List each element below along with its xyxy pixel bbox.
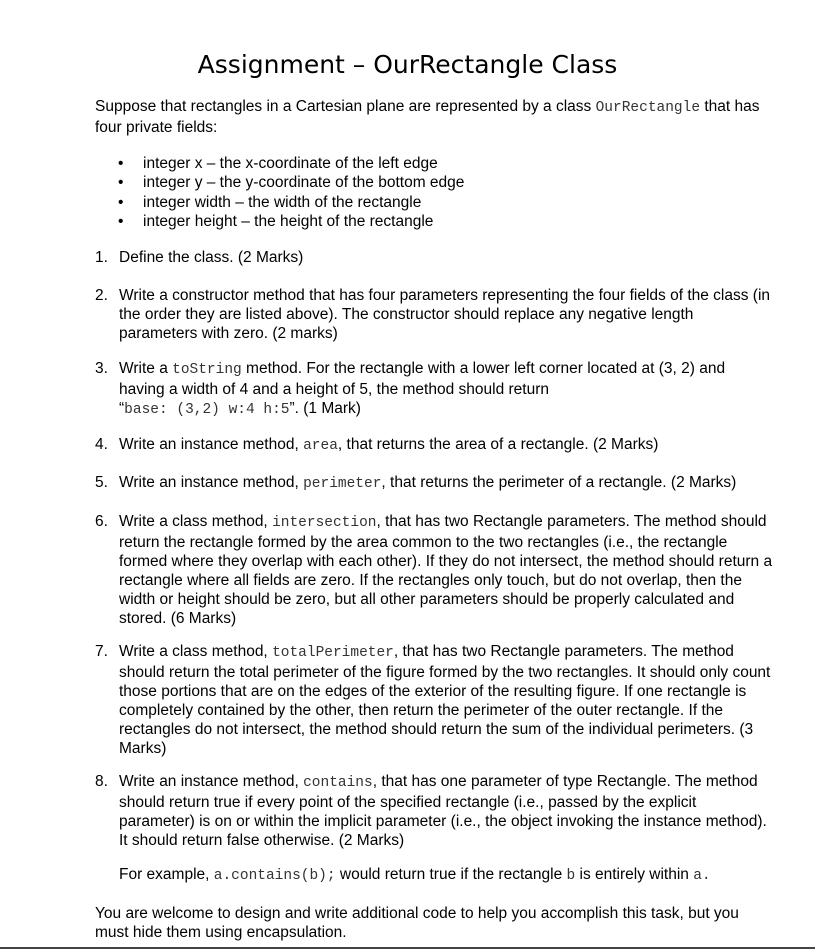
task-text [119,512,775,628]
task-item-7 [95,642,775,758]
example-paragraph [119,865,769,886]
task-text-part: Write an instance method, [119,436,304,453]
bullet-icon: • [118,212,124,230]
task-text: Write a constructor method that has four parameters representing the four fields of the class (in the order they are listed above). The constructor should replace any negative length parameters with zero. (2 marks) [119,287,771,342]
bullet-icon: • [118,155,124,172]
task-item-5 [95,473,775,494]
task-text [119,772,775,850]
task-number: 6. [95,513,108,530]
task-item-8 [95,772,775,850]
task-item-6 [95,512,775,628]
task-text-part: , that has two Rectangle parameters. The method should return the total perimeter of the figure formed by the two rectangles. It should only count those portions that are on the edges of the exterior of the resulting figure. If one rectangle is completely contained by the other, then return the perimeter of the outer rectangle. If the rectangles do not intersect, the method should return the sum of the individual perimeters. (3 Marks) [119,643,771,757]
method-name: toString [172,362,242,378]
task-number: 1. [95,249,108,266]
field-list [118,154,464,231]
task-text [119,359,775,420]
task-text: Define the class. (2 Marks) [119,249,304,266]
task-number: 8. [95,773,108,790]
field-text: integer width – the width of the rectangle [143,193,422,211]
task-number: 4. [95,436,108,453]
intro-text-pre: Suppose that rectangles in a Cartesian plane are represented by a class [95,98,596,115]
method-name: intersection [272,515,377,531]
method-name: contains [303,775,373,791]
task-text-part: Write an instance method, [119,773,304,790]
example-code: b [566,868,576,884]
task-item-1 [95,248,775,267]
field-item [118,212,464,231]
example-code: a.contains(b); [213,868,336,884]
example-text: would return true if the rectangle [335,866,567,883]
page-title: Assignment – OurRectangle Class [197,50,618,79]
task-number: 3. [95,360,108,377]
task-text-part: “ [119,400,125,417]
example-text: For example, [119,866,214,883]
example-text: is entirely within [575,866,694,883]
task-text-part: , that has two Rectangle parameters. The method should return the rectangle formed by the area common to the two rectangles (i.e., the rectangle formed where they overlap with each other). If they do not intersect, the method should return a rectangle where all fields are zero. If the rectangles only touch, but do not overlap, then the width or height should be zero, but all other parameters should be properly calculated and stored. (6 Marks) [119,513,773,627]
task-item-4 [95,435,775,456]
task-number: 7. [95,643,108,660]
task-text [119,473,775,494]
task-text-part: , that has one parameter of type Rectangle. The method should return true if every point of the specified rectangle (i.e., passed by the explicit parameter) is on or within the implicit parameter (i.e., the object invoking the instance method). It should return false otherwise. (2 Marks) [119,773,767,849]
field-item [118,193,464,212]
example-code: a. [693,868,711,884]
task-number: 2. [95,287,108,304]
field-text: integer x – the x-coordinate of the left edge [143,155,438,172]
return-example: base: (3,2) w:4 h:5 [124,402,290,418]
task-item-3 [95,359,775,420]
intro-paragraph [95,97,775,137]
field-text: integer y – the y-coordinate of the bottom edge [143,174,465,192]
task-item-2 [95,286,775,343]
task-text-part: , that returns the perimeter of a rectangle. (2 Marks) [381,474,737,491]
task-text [119,435,775,456]
task-text-part: Write a class method, [119,643,273,660]
method-name: perimeter [303,476,382,492]
method-name: area [303,438,338,454]
field-item [118,154,464,173]
task-text-part: Write a [119,360,173,377]
method-name: totalPerimeter [272,645,394,661]
bullet-icon: • [118,193,124,211]
task-text-part: Write an instance method, [119,474,304,491]
task-text-part: , that returns the area of a rectangle. (2 Marks) [337,436,659,453]
task-text-part: ”. (1 Mark) [289,400,361,417]
intro-text-post: that has four private fields: [95,98,760,136]
field-text: integer height – the height of the rectangle [143,212,434,230]
closing-paragraph: You are welcome to design and write additional code to help you accomplish this task, but you must hide them using encapsulation. [95,905,739,941]
intro-class-name: OurRectangle [595,100,701,116]
task-text-part: method. For the rectangle with a lower left corner located at (3, 2) and having a width of 4 and a height of 5, the method should return [119,360,726,398]
task-text [119,642,775,758]
field-item [118,173,464,192]
bullet-icon: • [118,174,124,192]
task-number: 5. [95,474,108,491]
task-text-part: Write a class method, [119,513,273,530]
